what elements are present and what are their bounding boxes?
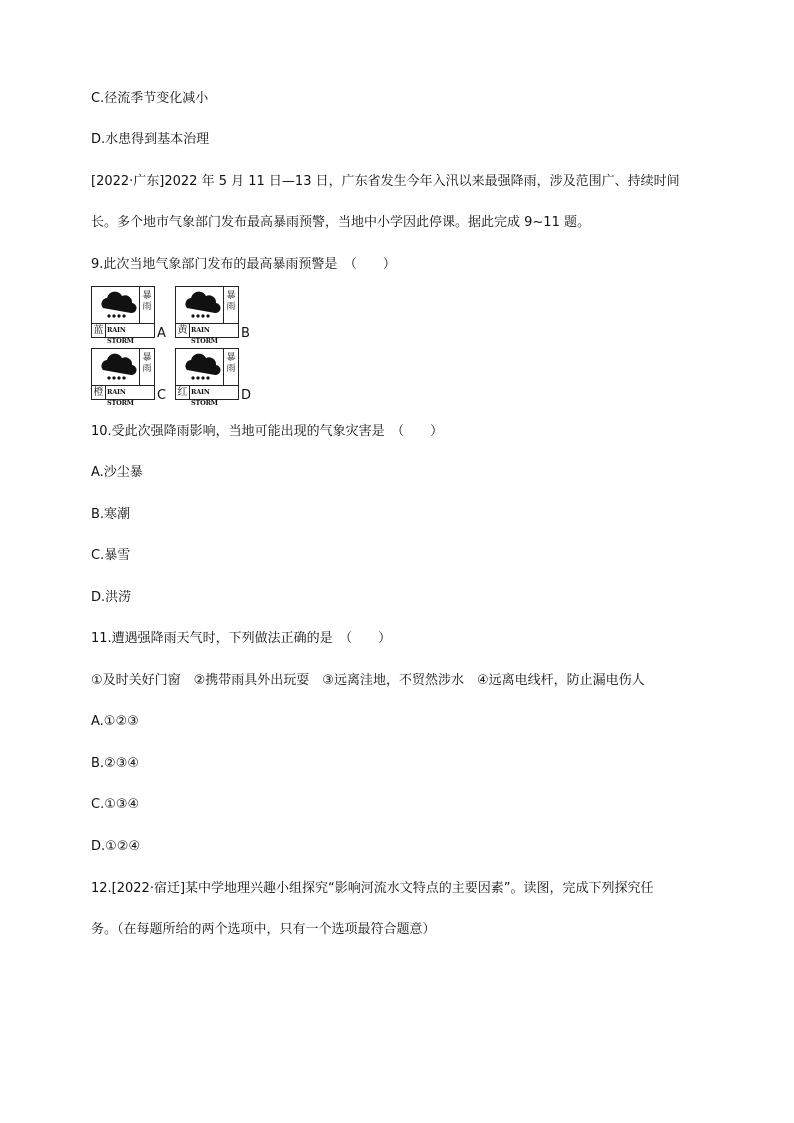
warning-icon-b — [175, 286, 239, 345]
q10-option-d: D.洪涝 — [91, 590, 132, 605]
text-line-c: C.径流季节变化减小 — [91, 91, 209, 106]
option-letter-c: C — [157, 388, 167, 403]
q11-option-d: D.①②④ — [91, 839, 141, 854]
option-letter-a: A — [157, 326, 166, 341]
option-letter-d: D — [241, 388, 252, 403]
passage-line-2: 长。多个地市气象部门发布最高暴雨预警，当地中小学因此停课。据此完成 9~11 题。 — [91, 215, 590, 230]
rain-cloud-icon — [95, 351, 139, 383]
q10-option-a: A.沙尘暴 — [91, 465, 143, 480]
q11-option-b: B.②③④ — [91, 756, 140, 771]
warning-icon-c — [91, 348, 155, 407]
icon-color-char: 黄 — [176, 324, 190, 337]
option-letter-b: B — [241, 326, 250, 341]
question-12-line-2: 务。（在每题所给的两个选项中，只有一个选项最符合题意） — [91, 922, 436, 937]
icon-color-char: 红 — [176, 386, 190, 399]
icon-side-label: 暴 雨 — [223, 349, 238, 385]
icon-english-label: RAIN STORM — [191, 326, 218, 345]
icon-color-char: 蓝 — [92, 324, 106, 337]
rain-cloud-icon — [179, 289, 223, 321]
warning-icon-d — [175, 348, 239, 407]
q10-option-c: C.暴雪 — [91, 548, 131, 563]
text-line-d: D.水患得到基本治理 — [91, 132, 210, 147]
icon-color-char: 橙 — [92, 386, 106, 399]
warning-icon-a — [91, 286, 155, 345]
icon-side-label: 暴 雨 — [139, 287, 154, 323]
q10-option-b: B.寒潮 — [91, 507, 131, 522]
icon-side-label: 暴 雨 — [223, 287, 238, 323]
question-12-line-1: 12.[2022·宿迁]某中学地理兴趣小组探究“影响河流水文特点的主要因素”。读图，完成下列探究任 — [91, 881, 654, 896]
question-11: 11.遭遇强降雨天气时，下列做法正确的是 （ ） — [91, 631, 392, 646]
rain-cloud-icon — [179, 351, 223, 383]
icon-side-label: 暴 雨 — [139, 349, 154, 385]
icon-english-label: RAIN STORM — [107, 388, 134, 407]
passage-line-1: [2022·广东]2022 年 5 月 11 日—13 日，广东省发生今年入汛以来最强降雨，涉及范围广、持续时间 — [91, 174, 680, 189]
icon-english-label: RAIN STORM — [107, 326, 134, 345]
icon-english-label: RAIN STORM — [191, 388, 218, 407]
question-10: 10.受此次强降雨影响，当地可能出现的气象灾害是 （ ） — [91, 424, 444, 439]
q11-option-c: C.①③④ — [91, 797, 140, 812]
q11-option-a: A.①②③ — [91, 714, 139, 729]
rain-cloud-icon — [95, 289, 139, 321]
question-9: 9.此次当地气象部门发布的最高暴雨预警是 （ ） — [91, 257, 396, 272]
q11-items: ①及时关好门窗 ②携带雨具外出玩耍 ③远离洼地，不贸然涉水 ④远离电线杆，防止漏电伤人 — [91, 673, 645, 688]
